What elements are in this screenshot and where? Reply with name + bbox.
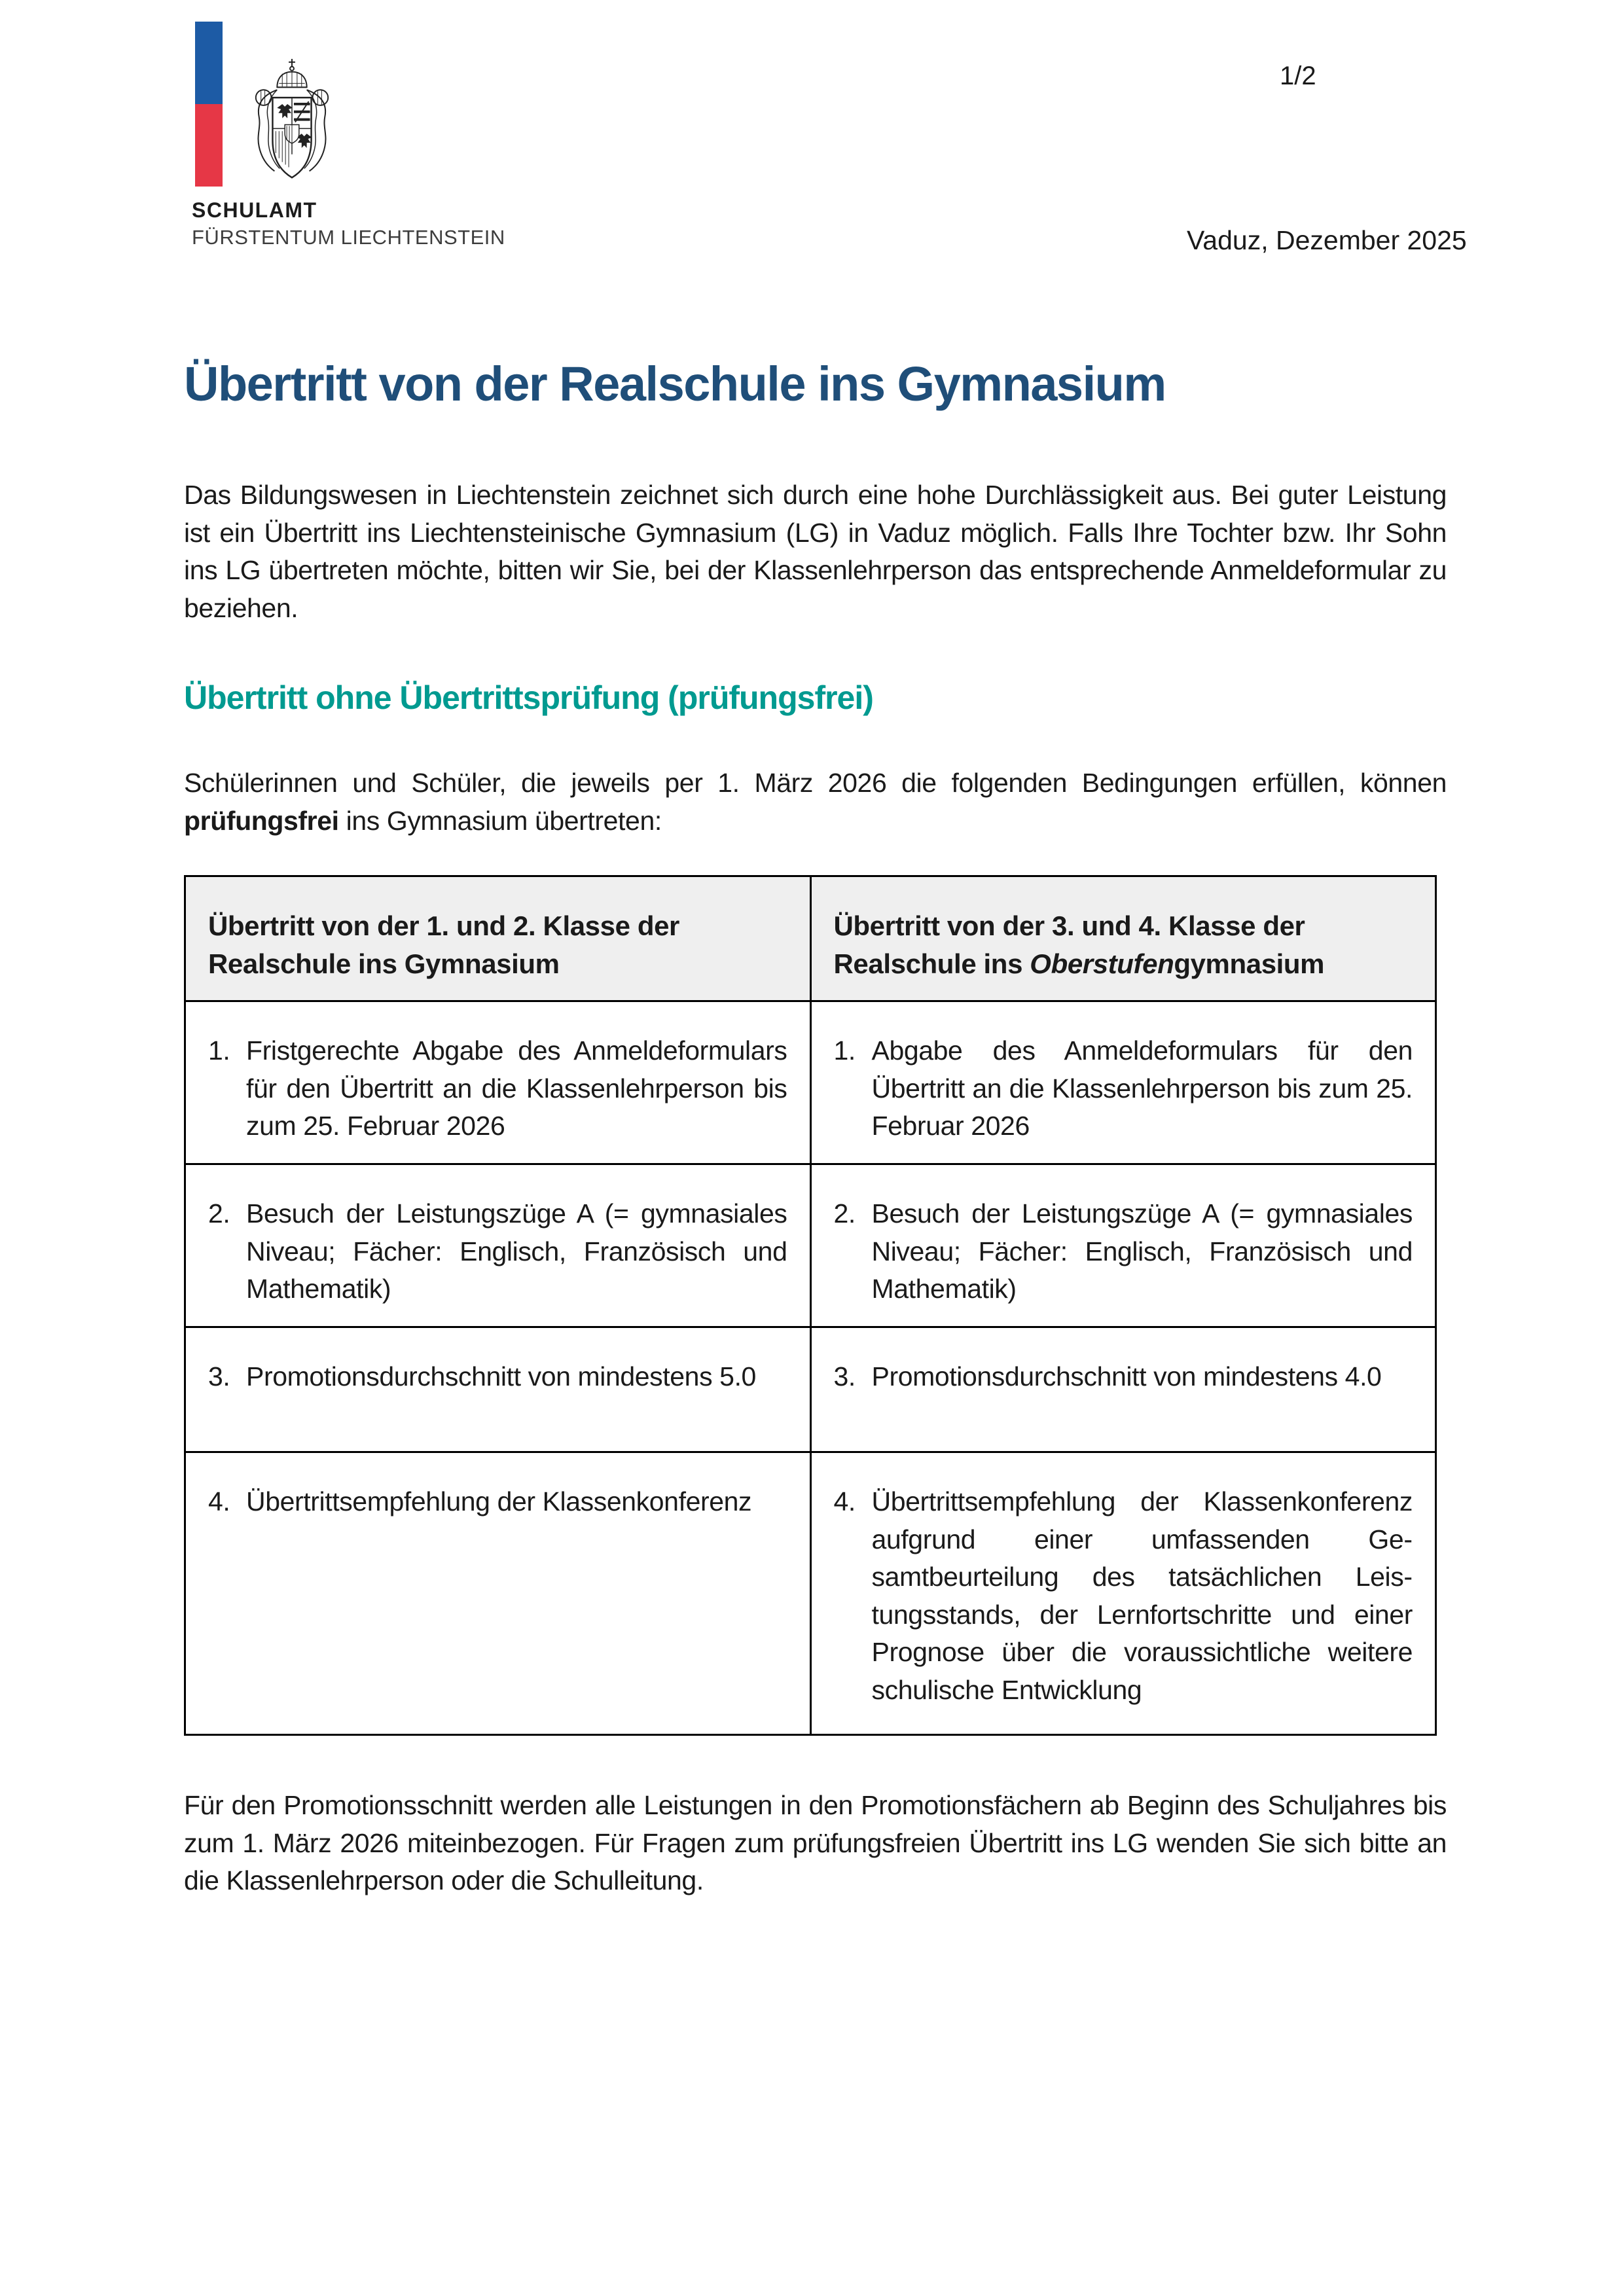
table-row bbox=[185, 1164, 1436, 1327]
document-title: Übertritt von der Realschule ins Gymnasium bbox=[184, 357, 1166, 411]
org-name: SCHULAMT bbox=[192, 198, 317, 222]
condition-text: Promotionsdurchschnitt von mindestens 5.0 bbox=[246, 1361, 756, 1391]
table-header-right-italic: Oberstufen bbox=[1030, 948, 1174, 979]
table-row bbox=[185, 1327, 1436, 1452]
item-number: 2. bbox=[833, 1198, 856, 1229]
section-intro-pre: Schülerinnen und Schüler, die jeweils per 1. März 2026 die folgenden Bedingungen erfüllen, können bbox=[184, 768, 1447, 798]
page-number: 1/2 bbox=[1280, 62, 1316, 90]
flag-red-segment bbox=[195, 104, 223, 187]
closing-paragraph: Für den Promotionsschnitt werden alle Leistungen in den Promotionsfächern ab Beginn des Schuljahres bis zum 1. März 2026 miteinbezogen. Für Fragen zum prüfungsfreien Übertritt ins LG wenden Sie sich bitte an die Klassenlehrperson oder die Schulleitung. bbox=[184, 1790, 1447, 1895]
condition-text: Promotionsdurchschnitt von mindestens 4.0 bbox=[871, 1361, 1382, 1391]
table-header-row bbox=[185, 876, 1436, 1001]
item-number: 4. bbox=[208, 1486, 230, 1516]
condition-text: Besuch der Leistungszüge A (= gymnasiales Niveau; Fächer: Englisch, Französisch und Mathematik) bbox=[871, 1198, 1413, 1304]
item-number: 3. bbox=[833, 1361, 856, 1391]
coat-of-arms-icon bbox=[244, 58, 340, 190]
section-intro-paragraph bbox=[184, 764, 1447, 840]
transfer-conditions-table bbox=[184, 875, 1437, 1736]
place-date: Vaduz, Dezember 2025 bbox=[1187, 225, 1467, 255]
item-number: 1. bbox=[833, 1035, 856, 1066]
table-cell-right-3 bbox=[810, 1327, 1436, 1452]
condition-text: Übertrittsempfehlung der Klassenkonferenz aufgrund einer umfassenden Gesamtbeurteilung des tatsächlichen Leistungsstands, der Lernfortschritte und einer Prognose über die voraussichtliche weitere schulische Entwicklung bbox=[871, 1486, 1413, 1705]
liechtenstein-flag-bar bbox=[195, 22, 223, 187]
document-body bbox=[184, 356, 1447, 1900]
item-number: 1. bbox=[208, 1035, 230, 1066]
org-subtitle: FÜRSTENTUM LIECHTENSTEIN bbox=[192, 226, 505, 249]
table-header-right-post: gymnasium bbox=[1174, 948, 1325, 979]
table-header-right bbox=[810, 876, 1436, 1001]
condition-text: Besuch der Leistungszüge A (= gymnasiales Niveau; Fächer: Englisch, Französisch und Mathematik) bbox=[246, 1198, 787, 1304]
table-row bbox=[185, 1001, 1436, 1164]
table-header-left bbox=[185, 876, 811, 1001]
table-header-right-pre: Übertritt von der 3. und 4. Klasse der Realschule ins bbox=[833, 910, 1305, 979]
section-intro-post: ins Gymnasium übertreten: bbox=[338, 805, 662, 836]
table-cell-left-3 bbox=[185, 1327, 811, 1452]
table-cell-right-1 bbox=[810, 1001, 1436, 1164]
section-heading: Übertritt ohne Übertrittsprüfung (prüfungsfrei) bbox=[184, 679, 873, 716]
item-number: 2. bbox=[208, 1198, 230, 1229]
condition-text: Übertrittsempfehlung der Klassenkonferenz bbox=[246, 1486, 752, 1516]
table-row bbox=[185, 1452, 1436, 1735]
table-cell-right-4 bbox=[810, 1452, 1436, 1735]
table-cell-left-2 bbox=[185, 1164, 811, 1327]
flag-blue-segment bbox=[195, 22, 223, 104]
table-header-left-text: Übertritt von der 1. und 2. Klasse der Realschule ins Gymnasium bbox=[208, 910, 679, 979]
item-number: 3. bbox=[208, 1361, 230, 1391]
intro-paragraph: Das Bildungswesen in Liechtenstein zeichnet sich durch eine hohe Durchlässigkeit aus. Bei guter Leistung ist ein Übertritt ins Liechtensteinische Gymnasium (LG) in Vaduz möglich. Falls Ihre Tochter bzw. Ihr Sohn ins LG übertreten möchte, bitten wir Sie, bei der Klassenlehrperson das entsprechende Anmeldeformular zu beziehen. bbox=[184, 480, 1447, 623]
table-cell-left-1 bbox=[185, 1001, 811, 1164]
condition-text: Abgabe des Anmeldeformulars für den Übertritt an die Klassenlehrperson bis zum 25. Februar 2026 bbox=[871, 1035, 1413, 1141]
item-number: 4. bbox=[833, 1486, 856, 1516]
table-cell-left-4 bbox=[185, 1452, 811, 1735]
table-cell-right-2 bbox=[810, 1164, 1436, 1327]
section-intro-bold: prüfungsfrei bbox=[184, 805, 339, 836]
condition-text: Fristgerechte Abgabe des Anmeldeformulars für den Übertritt an die Klassenlehrperson bis zum 25. Februar 2026 bbox=[246, 1035, 787, 1141]
